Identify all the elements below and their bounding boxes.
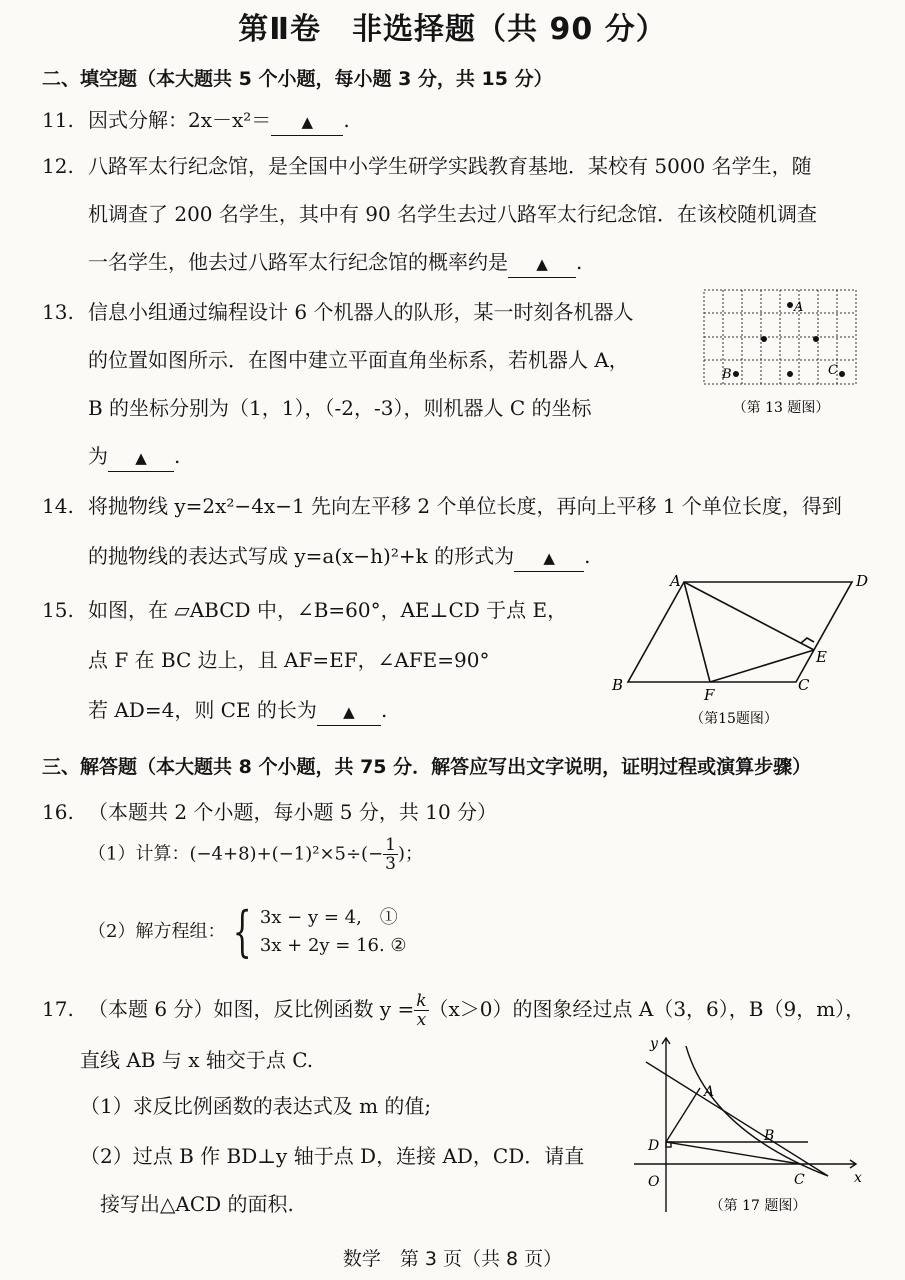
- question-13-line4: 为 ▲ .: [88, 440, 180, 472]
- question-16-part2: [88, 900, 407, 963]
- question-line: 一名学生，他去过八路军太行纪念馆的概率约是: [88, 250, 508, 274]
- fraction: [383, 836, 398, 873]
- vertex-label-b: B: [612, 676, 624, 694]
- figure-caption: （第15题图）: [690, 711, 778, 727]
- part-label: （2）解方程组：: [88, 921, 226, 942]
- question-number: 15.: [42, 598, 74, 622]
- question-line: 直线 AB 与 x 轴交于点 C.: [80, 1048, 314, 1072]
- point-label-c: C: [828, 363, 838, 378]
- question-line: 将抛物线 y=2x²−4x−1 先向左平移 2 个单位长度，再向上平移 1 个单位长度，得到: [88, 494, 842, 518]
- question-14: [42, 490, 842, 519]
- page-footer: 数学 第 3 页（共 8 页）: [342, 1248, 563, 1270]
- question-number: 11.: [42, 108, 74, 132]
- vertex-label-a: A: [670, 572, 681, 590]
- figure-caption: （第 17 题图）: [709, 1198, 807, 1214]
- question-16: [42, 796, 497, 825]
- question-15: [42, 594, 567, 623]
- question-line: 八路军太行纪念馆，是全国中小学生研学实践教育基地．某校有 5000 名学生，随: [88, 154, 812, 178]
- part-label: （1）计算：: [88, 843, 190, 865]
- question-11: 11. 因式分解：2x－x²＝ ▲ .: [42, 104, 350, 136]
- question-17: [42, 992, 865, 1029]
- denominator: x: [416, 1010, 427, 1030]
- origin-label: O: [648, 1174, 660, 1190]
- question-13: [42, 296, 633, 325]
- point-label-d: D: [648, 1138, 660, 1154]
- question-number: 13.: [42, 300, 74, 324]
- vertex-label-e: E: [816, 648, 827, 666]
- question-number: 14.: [42, 494, 74, 518]
- numerator: k: [416, 991, 427, 1011]
- question-number: 17.: [42, 997, 74, 1021]
- point-label-b: B: [764, 1128, 775, 1144]
- question-12-line3: 一名学生，他去过八路军太行纪念馆的概率约是 ▲ .: [88, 246, 582, 278]
- answer-blank[interactable]: ▲: [514, 549, 584, 572]
- numerator: 1: [385, 835, 396, 855]
- question-line: 若 AD=4，则 CE 的长为: [88, 698, 317, 722]
- figure-13-robot-grid: [700, 286, 862, 426]
- answer-blank[interactable]: ▲: [508, 255, 576, 278]
- figure-17-graph: [628, 1030, 870, 1226]
- question-number: 16.: [42, 800, 74, 824]
- figure-15-parallelogram: [604, 570, 874, 732]
- question-line: 点 F 在 BC 边上，且 AF=EF，∠AFE=90°: [88, 648, 490, 672]
- question-line: 机调查了 200 名学生，其中有 90 名学生去过八路军太行纪念馆．在该校随机调查: [88, 202, 818, 226]
- denominator: 3: [385, 854, 396, 874]
- question-number: 12.: [42, 154, 74, 178]
- question-12: [42, 150, 812, 179]
- question-text: 因式分解：2x－x²＝: [88, 108, 272, 132]
- question-line: 为: [88, 444, 108, 468]
- axis-label-x: x: [854, 1170, 862, 1186]
- system-brace: {: [233, 900, 253, 963]
- question-line: 信息小组通过编程设计 6 个机器人的队形，某一时刻各机器人: [88, 300, 634, 324]
- question-line: 如图，在 ▱ABCD 中，∠B=60°，AE⊥CD 于点 E，: [88, 598, 568, 622]
- point-label-a: A: [794, 300, 804, 315]
- question-part: （1）求反比例函数的表达式及 m 的值;: [80, 1094, 432, 1118]
- expression-end: )；: [398, 843, 424, 865]
- question-text: （x＞0）的图象经过点 A（3，6），B（9，m），: [428, 997, 866, 1021]
- equation-2: 3x + 2y = 16. ②: [259, 935, 407, 956]
- question-line: 的抛物线的表达式写成 y=a(x−h)²+k 的形式为: [88, 544, 515, 568]
- page-title: 第Ⅱ卷 非选择题（共 90 分）: [238, 12, 667, 47]
- section-2-heading: 二、填空题（本大题共 5 个小题，每小题 3 分，共 15 分）: [42, 68, 553, 90]
- equation-system: [260, 904, 407, 960]
- fraction: [414, 992, 428, 1029]
- section-3-heading: 三、解答题（本大题共 8 个小题，共 75 分．解答应写出文字说明，证明过程或演算步骤）: [42, 756, 812, 778]
- question-part: （2）过点 B 作 BD⊥y 轴于点 D，连接 AD，CD．请直: [80, 1144, 585, 1168]
- vertex-label-c: C: [798, 676, 810, 694]
- answer-blank[interactable]: ▲: [317, 703, 381, 726]
- question-line: 的位置如图所示．在图中建立平面直角坐标系，若机器人 A，: [88, 348, 629, 372]
- question-14-line2: 的抛物线的表达式写成 y=a(x−h)²+k 的形式为 ▲ .: [88, 540, 590, 572]
- answer-blank[interactable]: ▲: [108, 449, 174, 472]
- question-15-line3: 若 AD=4，则 CE 的长为 ▲ .: [88, 694, 387, 726]
- question-line: B 的坐标分别为（1，1），（-2，-3），则机器人 C 的坐标: [88, 396, 592, 420]
- expression: (−4+8)+(−1)²×5÷(−: [189, 843, 384, 865]
- axis-label-y: y: [650, 1036, 658, 1052]
- question-16-part1: [88, 836, 423, 873]
- point-label-c: C: [794, 1172, 805, 1188]
- point-label-a: A: [704, 1084, 715, 1100]
- question-intro: （本题共 2 个小题，每小题 5 分，共 10 分）: [88, 800, 498, 824]
- vertex-label-f: F: [704, 686, 715, 704]
- equation-1: 3x − y = 4, ①: [259, 907, 398, 928]
- figure-caption: （第 13 题图）: [732, 400, 830, 416]
- answer-blank[interactable]: ▲: [271, 113, 343, 136]
- vertex-label-d: D: [856, 572, 869, 590]
- question-part: 接写出△ACD 的面积.: [100, 1192, 294, 1216]
- point-label-b: B: [722, 367, 732, 382]
- question-text: （本题 6 分）如图，反比例函数 y =: [88, 997, 415, 1021]
